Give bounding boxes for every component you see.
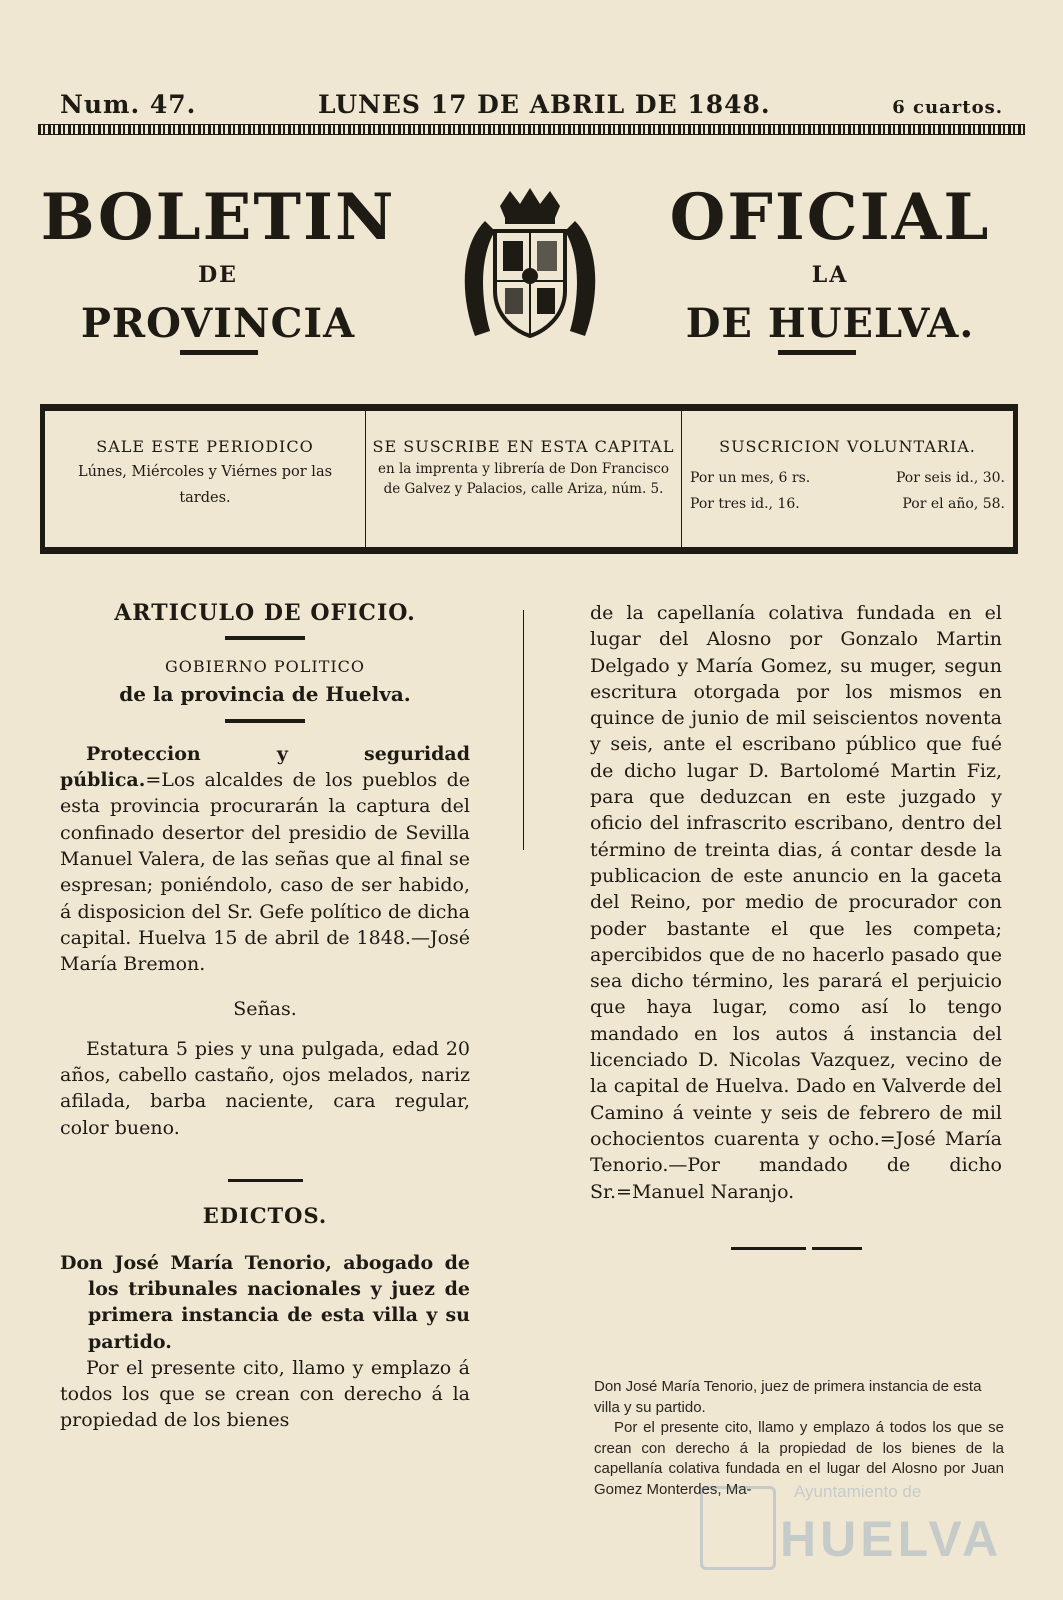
section-divider <box>225 719 305 723</box>
issue-date: LUNES 17 DE ABRIL DE 1848. <box>318 90 771 119</box>
watermark-caption: Ayuntamiento de <box>794 1482 922 1501</box>
separator <box>60 1163 470 1189</box>
info-schedule <box>45 411 365 547</box>
title-oficial: OFICIAL <box>669 180 991 255</box>
title-underbar-right <box>778 350 856 355</box>
ornamental-rule <box>38 124 1025 135</box>
rate-month: Por un mes, 6 rs. <box>690 470 811 486</box>
title-underbar-left <box>180 350 258 355</box>
edicto-continued: de la capellanía colativa fundada en el lugar del Alosno por Gonzalo Martin Delgado y María Gomez, su muger, segun escritura otorgada por los mismos en quince de junio de mil seiscientos noventa y seis, ante el escribano público que fué de dicho lugar D. Bartolomé Martin Fiz, para que deduzcan en este juzgado y oficio del infrascrito escribano, dentro del término de treinta dias, á contar desde la publicacion de este anuncio en la gaceta del Reino, por medio de procurador con poder bastante el que les competa; apercibidos que de no hacerlo pasado que sea dicho término, les parará el perjuicio que haya lugar, como así lo tengo mandado en los autos á instancia del licenciado D. Nicolas Vazquez, vecino de la capital de Huelva. Dado en Valverde del Camino á veinte y seis de febrero de mil ochocientos cuarenta y ocho.=José María Tenorio.—Por mandado de dicho Sr.=Manuel Naranjo. <box>590 602 1002 1203</box>
info-where-body: en la imprenta y librería de Don Francisco de Galvez y Palacios, calle Ariza, núm. 5. <box>378 461 669 497</box>
edicto-heading-paragraph: Don José María Tenorio, abogado de los tribunales nacionales y juez de primera instancia de esta villa y su partido. <box>60 1251 470 1353</box>
info-where-head: SE SUSCRIBE EN ESTA CAPITAL <box>372 437 675 456</box>
rate-row-1 <box>690 465 1005 491</box>
proteccion-paragraph <box>60 741 470 978</box>
proteccion-text: =Los alcaldes de los pueblos de esta provincia procurarán la captura del confinado desertor del presidio de Sevilla Manuel Valera, de las señas que al final se espresan; poniéndolo, caso de ser habido, á disposicion del Sr. Gefe político de dicha capital. Huelva 15 de abril de 1848.—José María Bremon. <box>60 769 470 976</box>
rate-year: Por el año, 58. <box>902 496 1005 512</box>
rate-three-months: Por tres id., 16. <box>690 496 800 512</box>
rate-row-2 <box>690 491 1005 517</box>
info-schedule-body: Lúnes, Miércoles y Viérnes por las tardes. <box>77 464 333 506</box>
title-la: LA <box>811 262 849 288</box>
title-provincia: PROVINCIA <box>80 300 356 347</box>
column-divider <box>523 610 524 850</box>
coat-of-arms-icon <box>455 186 605 346</box>
proteccion-lead: Proteccion y seguridad pública. <box>60 742 470 792</box>
left-column <box>60 600 470 1434</box>
archive-watermark <box>660 1470 1040 1580</box>
section-divider <box>225 636 305 640</box>
separator <box>590 1231 1002 1257</box>
title-de: DE <box>198 262 238 288</box>
gobierno-politico: GOBIERNO POLITICO <box>164 657 366 677</box>
second-edict-heading: Don José María Tenorio, juez de primera instancia de esta villa y su partido. <box>594 1378 982 1416</box>
senas-heading: Señas. <box>233 997 297 1020</box>
title-boletin: BOLETIN <box>40 180 396 255</box>
second-edict-text: Por el presente cito, llamo y emplazo á todos los que se crean con derecho á la propiedad de los bienes de la capellanía colativa fundada en el lugar del Alosno por Juan Gomez Monterdes, Ma- <box>594 1419 1004 1498</box>
watermark-logo-icon <box>700 1486 776 1570</box>
info-schedule-head: SALE ESTE PERIODICO <box>96 437 314 456</box>
title-huelva: DE HUELVA. <box>685 300 975 347</box>
issue-price: 6 cuartos. <box>892 97 1003 118</box>
right-column <box>590 600 1002 1257</box>
senas-paragraph: Estatura 5 pies y una pulgada, edad 20 años, cabello castaño, ojos melados, nariz afilada, barba naciente, cara regular, color bueno. <box>60 1037 470 1139</box>
edicto-paragraph: Por el presente cito, llamo y emplazo á todos los que se crean con derecho á la propiedad de los bienes <box>60 1356 470 1432</box>
info-where <box>365 411 681 547</box>
issue-number: Num. 47. <box>60 90 197 119</box>
rate-six-months: Por seis id., 30. <box>895 470 1005 486</box>
info-rates-head: SUSCRICION VOLUNTARIA. <box>719 437 976 456</box>
section-title-articulo: ARTICULO DE OFICIO. <box>114 600 416 626</box>
watermark-text: HUELVA <box>780 1511 1003 1567</box>
subscription-info-box <box>40 404 1018 554</box>
provincia-huelva-line: de la provincia de Huelva. <box>119 681 411 706</box>
info-rates <box>681 411 1013 547</box>
section-title-edictos: EDICTOS. <box>202 1203 328 1229</box>
